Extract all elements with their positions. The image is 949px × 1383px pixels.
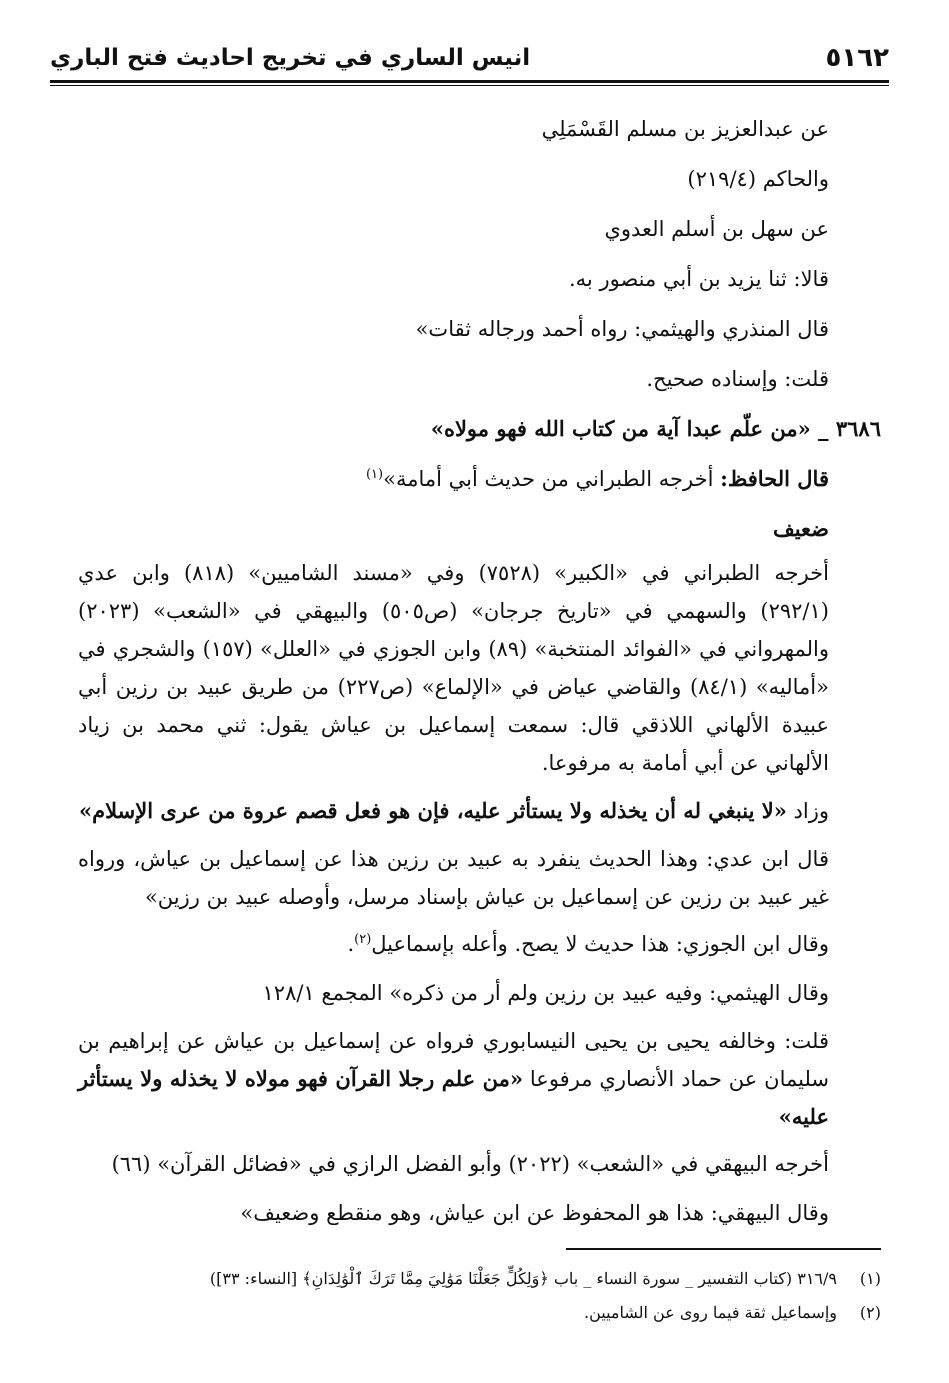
zad-paragraph bbox=[78, 790, 881, 832]
footnote-number: (١) bbox=[859, 1269, 881, 1288]
hafiz-text: أخرجه الطبراني من حديث أبي أمامة» bbox=[383, 467, 721, 491]
ibn-adi-paragraph: قال ابن عدي: وهذا الحديث ينفرد به عبيد بن رزين هذا عن إسماعيل بن عياش، ورواه غير عبيد بن رزين عن إسماعيل بن عياش بإسناد مرسل، وأوصله عبيد بن رزين» bbox=[78, 847, 829, 909]
main-text bbox=[78, 104, 881, 1234]
zad-prefix: وزاد bbox=[786, 799, 829, 823]
footnote-text: ٣١٦/٩ (كتاب التفسير _ سورة النساء _ باب ﴿وَلِكُلٍّ جَعَلْنَا مَوَٰلِيَ مِمَّا تَرَكَ ٱلْوَٰلِدَانِ﴾ [النساء: ٣٣]) bbox=[209, 1269, 837, 1288]
footnote-ref-1[interactable]: (١) bbox=[365, 467, 384, 482]
zad-quote: «لا ينبغي له أن يخذله ولا يستأثر عليه، فإن هو فعل قصم عروة من عرى الإسلام» bbox=[79, 798, 787, 823]
ibn-jawzi-end: . bbox=[347, 932, 355, 956]
qultu-quote: «من علم رجلا القرآن فهو مولاه لا يخذله ولا يستأثر عليه» bbox=[78, 1066, 829, 1129]
text-line: والحاكم (٢١٩/٤) bbox=[687, 167, 829, 191]
text-line: قال المنذري والهيثمي: رواه أحمد ورجاله ثقات» bbox=[415, 317, 829, 341]
text-line: قلت: وإسناده صحيح. bbox=[646, 367, 829, 391]
hafiz-label: قال الحافظ: bbox=[720, 466, 829, 491]
running-title: انيس الساري في تخريج احاديث فتح الباري bbox=[50, 45, 531, 71]
text-line: عن سهل بن أسلم العدوي bbox=[604, 217, 829, 241]
footnote-number: (٢) bbox=[859, 1303, 881, 1322]
footnote-1 bbox=[110, 1262, 881, 1296]
qultu-paragraph bbox=[78, 1022, 881, 1136]
hafiz-line bbox=[78, 454, 881, 504]
hadith-heading: ٣٦٨٦ _ «من علّم عبدا آية من كتاب الله فهو مولاه» bbox=[430, 416, 881, 441]
qultu-text: قلت: وخالفه يحيى بن يحيى النيسابوري فرواه عن إسماعيل بن عياش عن إبراهيم بن سليمان عن حماد الأنصاري مرفوعا bbox=[78, 1029, 829, 1091]
footnotes bbox=[110, 1262, 881, 1330]
bayhaqi-takhrij: أخرجه البيهقي في «الشعب» (٢٠٢٢) وأبو الفضل الرازي في «فضائل القرآن» (٦٦) bbox=[111, 1152, 829, 1176]
ibn-jawzi-paragraph bbox=[78, 924, 881, 965]
footnote-text: وإسماعيل ثقة فيما روى عن الشاميين. bbox=[583, 1303, 837, 1322]
ibn-jawzi-text: وقال ابن الجوزي: هذا حديث لا يصح. وأعله بإسماعيل bbox=[371, 932, 829, 956]
text-line: قالا: ثنا يزيد بن أبي منصور به. bbox=[569, 267, 829, 291]
header-rule bbox=[50, 80, 889, 86]
bayhaqi-qawl: وقال البيهقي: هذا هو المحفوظ عن ابن عياش، وهو منقطع وضعيف» bbox=[240, 1201, 829, 1225]
footnote-rule bbox=[566, 1248, 881, 1250]
footnote-ref-2[interactable]: (٢) bbox=[354, 932, 372, 947]
text-line: عن عبدالعزيز بن مسلم القَسْمَلِي bbox=[541, 117, 829, 141]
grade-label: ضعيف bbox=[772, 516, 829, 541]
footnote-2 bbox=[110, 1296, 881, 1330]
takhrij-paragraph: أخرجه الطبراني في «الكبير» (٧٥٢٨) وفي «مسند الشاميين» (٨١٨) وابن عدي (٢٩٢/١) والسهمي في «تاريخ جرجان» (ص٥٠٥) والبيهقي في «الشعب» (٢٠٢٣) والمهرواني في «الفوائد المنتخبة» (٨٩) وابن الجوزي في «العلل» (١٥٧) والشجري في «أماليه» (٨٤/١) والقاضي عياض في «الإلماع» (ص٢٢٧) من طريق عبيد بن رزين أبي عبيدة الألهاني اللاذقي قال: سمعت إسماعيل بن عياش يقول: ثني محمد بن زياد الألهاني عن أبي أمامة به مرفوعا. bbox=[78, 561, 830, 775]
page-number: ٥١٦٢ bbox=[825, 43, 889, 73]
page-header bbox=[50, 38, 889, 78]
haythami-paragraph: وقال الهيثمي: وفيه عبيد بن رزين ولم أر من ذكره» المجمع ١٢٨/١ bbox=[262, 981, 829, 1005]
